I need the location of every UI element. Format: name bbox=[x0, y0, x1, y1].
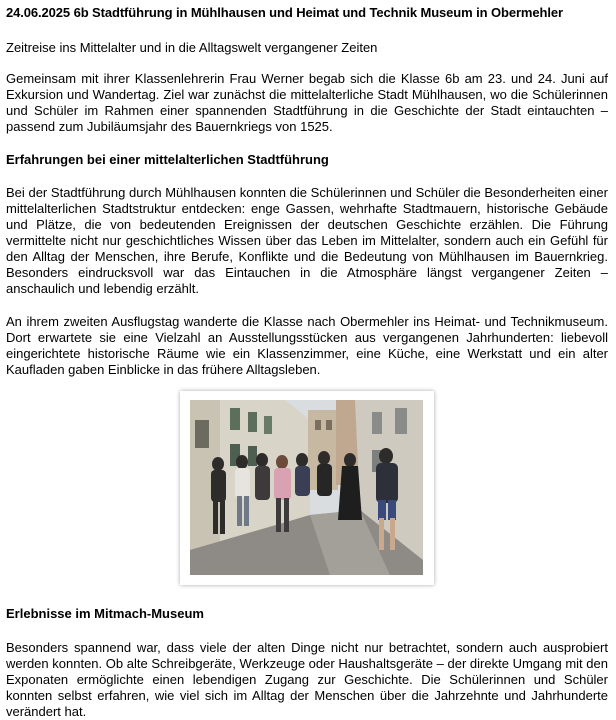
photo-frame bbox=[180, 391, 434, 585]
stadtfuehrung-paragraph: Bei der Stadtführung durch Mühlhausen konnten die Schülerinnen und Schüler die Besonderheiten einer mittelalterlichen Stadtstruktur entdecken: enge Gassen, wehrhafte Stadtmauern, historische Gebäude und Plätze, die von bedeutenden Ereignissen der deutschen Geschichte erzählen. Die Führung vermittelte nicht nur geschichtliches Wissen über das Leben im Mittelalter, sondern auch ein Gefühl für den Alltag der Menschen, ihre Berufe, Konflikte und die Bedeutung von Mühlhausen im Bauernkrieg. Besonders eindrucksvoll war das Eintauchen in die Atmosphäre längst vergangener Zeiten – anschaulich und lebendig erzählt. bbox=[6, 185, 608, 296]
mitmach-museum-paragraph: Besonders spannend war, dass viele der alten Dinge nicht nur betrachtet, sondern auch ausprobiert werden konnten. Ob alte Schreibgeräte, Werkzeuge oder Haushaltsgeräte – der direkte Umgang mit den Exponaten ermöglichte einen lebendigen Zugang zur Geschichte. Die Schülerinnen und Schüler konnten selbst erfahren, wie viel sich im Alltag der Menschen über die Jahrzehnte und Jahrhunderte verändert hat. bbox=[6, 640, 608, 719]
intro-paragraph: Gemeinsam mit ihrer Klassenlehrerin Frau Werner begab sich die Klasse 6b am 23. und 24. Juni auf Exkursion und Wandertag. Ziel war zunächst die mittelalterliche Stadt Mühlhausen, wo die Schülerinnen und Schüler im Rahmen einer spannenden Stadtführung in die Geschichte der Stadt eintauchten – passend zum Jubiläumsjahr des Bauernkriegs von 1525. bbox=[6, 71, 608, 134]
section-heading-stadtfuehrung: Erfahrungen bei einer mittelalterlichen Stadtführung bbox=[6, 152, 329, 167]
group-photo bbox=[190, 400, 423, 575]
section-heading-mitmach-museum: Erlebnisse im Mitmach-Museum bbox=[6, 606, 204, 621]
article-subtitle: Zeitreise ins Mittelalter und in die Alltagswelt vergangener Zeiten bbox=[6, 40, 378, 55]
museum-visit-paragraph: An ihrem zweiten Ausflugstag wanderte die Klasse nach Obermehler ins Heimat- und Technikmuseum. Dort erwartete sie eine Vielzahl an Ausstellungsstücken aus vergangenen Jahrhunderten: liebevoll eingerichtete historische Räume wie ein Klassenzimmer, eine Küche, eine Werkstatt und ein alter Kaufladen gaben Einblicke in das frühere Alltagsleben. bbox=[6, 314, 608, 377]
article-title: 24.06.2025 6b Stadtführung in Mühlhausen und Heimat und Technik Museum in Obermehler bbox=[6, 5, 563, 20]
article bbox=[6, 0, 608, 378]
